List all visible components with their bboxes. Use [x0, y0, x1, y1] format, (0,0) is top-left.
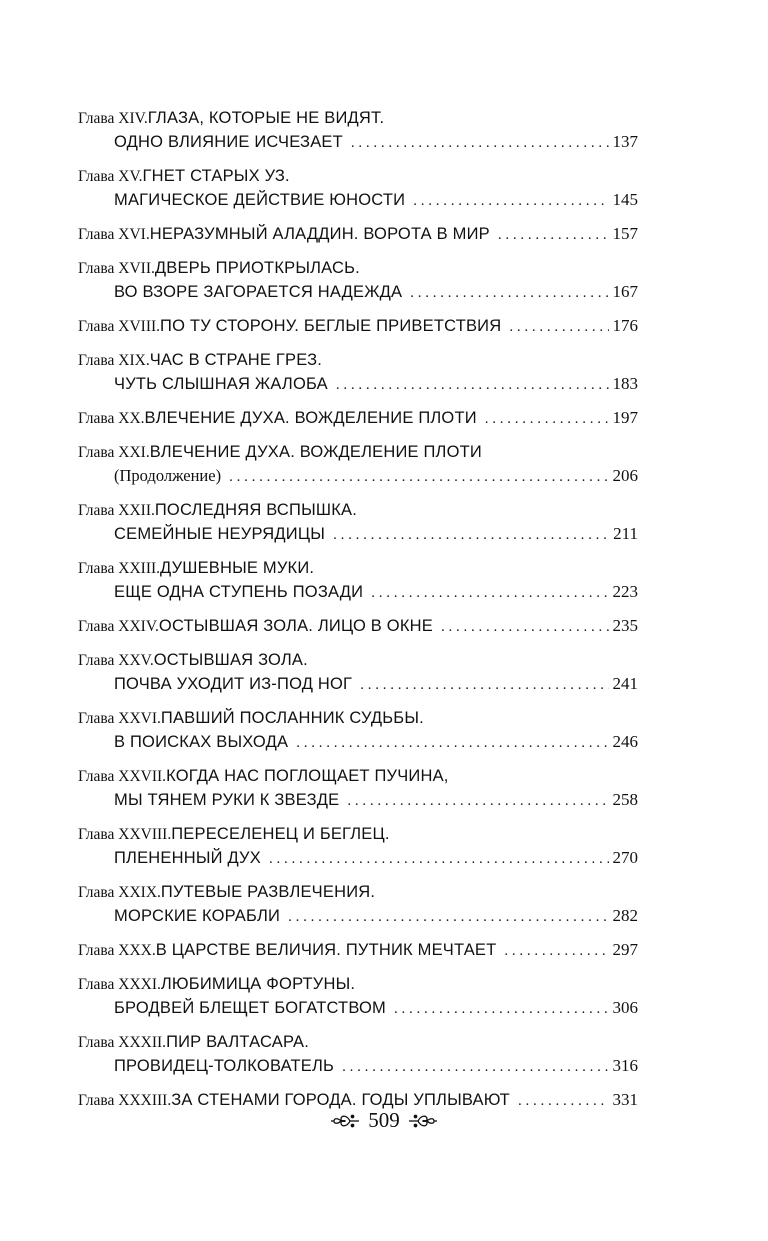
chapter-word: Глава: [78, 318, 115, 335]
chapter-number: XXII.: [118, 502, 155, 519]
toc-entry: [78, 972, 638, 1020]
toc-entry-first-line: [78, 498, 638, 522]
chapter-number: XXX.: [118, 942, 156, 959]
chapter-label: [78, 349, 150, 372]
page-reference: 297: [612, 940, 638, 959]
chapter-label: [78, 707, 161, 730]
chapter-word: Глава: [78, 226, 115, 243]
page-reference: 235: [612, 616, 638, 635]
toc-entry: [78, 106, 638, 154]
chapter-word: Глава: [78, 444, 115, 461]
toc-entry-second-line: [78, 788, 638, 812]
chapter-label: [78, 823, 171, 846]
toc-entry: [78, 440, 638, 488]
chapter-subtitle: МАГИЧЕСКОЕ ДЕЙСТВИЕ ЮНОСТИ: [114, 191, 406, 209]
chapter-number: XVII.: [118, 260, 155, 277]
chapter-word: Глава: [78, 976, 115, 993]
chapter-word: Глава: [78, 1092, 115, 1109]
dot-leader: [509, 315, 608, 338]
page-reference: 241: [612, 674, 638, 693]
chapter-title: ПО ТУ СТОРОНУ. БЕГЛЫЕ ПРИВЕТСТВИЯ: [160, 317, 502, 335]
chapter-number: XXI.: [118, 444, 150, 461]
toc-entry: [78, 938, 638, 962]
chapter-number: XVIII.: [118, 318, 161, 335]
page-reference: 197: [612, 408, 638, 427]
page-reference: 167: [612, 282, 638, 301]
toc-entry-second-line: [78, 904, 638, 928]
chapter-subtitle: ЕЩЕ ОДНА СТУПЕНЬ ПОЗАДИ: [114, 583, 364, 601]
chapter-title: ДВЕРЬ ПРИОТКРЫЛАСЬ.: [154, 259, 360, 277]
page-reference: 176: [612, 316, 638, 335]
toc-entry: [78, 348, 638, 396]
chapter-title: ГЛАЗА, КОТОРЫЕ НЕ ВИДЯТ.: [147, 109, 385, 127]
chapter-label: [78, 441, 150, 464]
chapter-subtitle: БРОДВЕЙ БЛЕЩЕТ БОГАТСТВОМ: [114, 999, 386, 1017]
page-reference: 211: [613, 524, 638, 543]
toc-entry-first-line: [78, 164, 638, 188]
toc-entry: [78, 1030, 638, 1078]
dot-leader: [342, 1055, 608, 1078]
chapter-title: ПАВШИЙ ПОСЛАННИК СУДЬБЫ.: [160, 709, 424, 727]
chapter-label: [78, 315, 160, 338]
chapter-subtitle: (Продолжение): [114, 466, 222, 485]
chapter-title: НЕРАЗУМНЫЙ АЛАДДИН. ВОРОТА В МИР: [149, 225, 490, 243]
chapter-title: ПУТЕВЫЕ РАЗВЛЕЧЕНИЯ.: [160, 883, 376, 901]
chapter-word: Глава: [78, 168, 115, 185]
chapter-title: ЧАС В СТРАНЕ ГРЕЗ.: [149, 351, 323, 369]
dot-leader: [296, 731, 608, 754]
chapter-word: Глава: [78, 502, 115, 519]
chapter-title: ПЕРЕСЕЛЕНЕЦ И БЕГЛЕЦ.: [171, 825, 390, 843]
chapter-label: [78, 499, 155, 522]
chapter-number: XXXIII.: [118, 1092, 172, 1109]
toc-entry: [78, 706, 638, 754]
chapter-word: Глава: [78, 826, 115, 843]
toc-entry-second-line: [78, 280, 638, 304]
chapter-number: XV.: [118, 168, 143, 185]
dot-leader: [229, 465, 608, 488]
chapter-subtitle: ПРОВИДЕЦ-ТОЛКОВАТЕЛЬ: [114, 1057, 335, 1075]
chapter-number: XX.: [118, 410, 145, 427]
chapter-subtitle: ПОЧВА УХОДИТ ИЗ-ПОД НОГ: [114, 675, 353, 693]
chapter-label: [78, 939, 156, 962]
dot-leader: [485, 407, 609, 430]
chapter-title: В ЦАРСТВЕ ВЕЛИЧИЯ. ПУТНИК МЕЧТАЕТ: [155, 941, 497, 959]
toc-entry-first-line: [78, 880, 638, 904]
table-of-contents: [78, 106, 638, 1122]
toc-entry: [78, 256, 638, 304]
chapter-number: XXVI.: [118, 710, 161, 727]
chapter-label: [78, 615, 159, 638]
chapter-word: Глава: [78, 618, 115, 635]
dot-leader: [360, 673, 608, 696]
toc-entry-second-line: [78, 996, 638, 1020]
page-reference: 282: [612, 906, 638, 925]
toc-entry: [78, 498, 638, 546]
chapter-subtitle: МОРСКИЕ КОРАБЛИ: [114, 907, 281, 925]
chapter-number: XXXI.: [118, 976, 161, 993]
toc-entry-first-line: [78, 106, 638, 130]
chapter-title: ЗА СТЕНАМИ ГОРОДА. ГОДЫ УПЛЫВАЮТ: [171, 1091, 510, 1109]
chapter-word: Глава: [78, 652, 115, 669]
chapter-title: ОСТЫВШАЯ ЗОЛА. ЛИЦО В ОКНЕ: [158, 617, 433, 635]
page-reference: 223: [612, 582, 638, 601]
page-reference: 206: [612, 466, 638, 485]
page-reference: 331: [612, 1090, 638, 1109]
chapter-title: ПИР ВАЛТАСАРА.: [166, 1033, 310, 1051]
chapter-label: [78, 973, 161, 996]
toc-entry-first-line: [78, 648, 638, 672]
chapter-number: XVI.: [118, 226, 150, 243]
page-footer: [0, 1108, 768, 1133]
toc-entry: [78, 648, 638, 696]
chapter-subtitle: ПЛЕНЕННЫЙ ДУХ: [114, 849, 261, 867]
chapter-label: [78, 107, 148, 130]
toc-entry-first-line: [78, 406, 638, 430]
dot-leader: [347, 789, 608, 812]
chapter-label: [78, 649, 154, 672]
chapter-title: ДУШЕВНЫЕ МУКИ.: [160, 559, 315, 577]
chapter-word: Глава: [78, 110, 115, 127]
toc-entry-first-line: [78, 222, 638, 246]
toc-entry: [78, 822, 638, 870]
chapter-label: [78, 557, 160, 580]
toc-entry-first-line: [78, 256, 638, 280]
toc-entry-first-line: [78, 314, 638, 338]
toc-entry-second-line: [78, 846, 638, 870]
chapter-word: Глава: [78, 768, 115, 785]
chapter-subtitle: ЧУТЬ СЛЫШНАЯ ЖАЛОБА: [114, 375, 328, 393]
dot-leader: [498, 223, 609, 246]
chapter-label: [78, 223, 150, 246]
chapter-title: ЛЮБИМИЦА ФОРТУНЫ.: [160, 975, 356, 993]
chapter-word: Глава: [78, 260, 115, 277]
page-reference: 157: [612, 224, 638, 243]
chapter-title: ВЛЕЧЕНИЕ ДУХА. ВОЖДЕЛЕНИЕ ПЛОТИ: [149, 443, 482, 461]
chapter-word: Глава: [78, 410, 115, 427]
chapter-word: Глава: [78, 352, 115, 369]
chapter-subtitle: В ПОИСКАХ ВЫХОДА: [114, 733, 289, 751]
toc-entry-second-line: [78, 672, 638, 696]
chapter-word: Глава: [78, 1034, 115, 1051]
chapter-subtitle: МЫ ТЯНЕМ РУКИ К ЗВЕЗДЕ: [114, 791, 340, 809]
chapter-word: Глава: [78, 560, 115, 577]
toc-entry-first-line: [78, 440, 638, 464]
toc-entry: [78, 556, 638, 604]
page-reference: 137: [612, 132, 638, 151]
flourish-right-icon: [408, 1110, 438, 1132]
page-reference: 145: [612, 190, 638, 209]
toc-entry: [78, 614, 638, 638]
toc-entry-first-line: [78, 614, 638, 638]
dot-leader: [351, 131, 609, 154]
page-reference: 270: [612, 848, 638, 867]
dot-leader: [394, 997, 609, 1020]
chapter-label: [78, 765, 166, 788]
page-reference: 258: [612, 790, 638, 809]
toc-entry-second-line: [78, 188, 638, 212]
dot-leader: [371, 581, 608, 604]
chapter-number: XXVIII.: [118, 826, 172, 843]
toc-entry-second-line: [78, 730, 638, 754]
chapter-subtitle: СЕМЕЙНЫЕ НЕУРЯДИЦЫ: [114, 525, 326, 543]
toc-entry-second-line: [78, 1054, 638, 1078]
chapter-title: ПОСЛЕДНЯЯ ВСПЫШКА.: [154, 501, 358, 519]
dot-leader: [269, 847, 609, 870]
toc-entry-second-line: [78, 372, 638, 396]
dot-leader: [336, 373, 609, 396]
page-number: 509: [368, 1108, 400, 1132]
toc-entry-first-line: [78, 706, 638, 730]
toc-entry: [78, 764, 638, 812]
chapter-number: XIV.: [118, 110, 148, 127]
page-reference: 316: [612, 1056, 638, 1075]
chapter-number: XXVII.: [118, 768, 167, 785]
toc-entry-first-line: [78, 822, 638, 846]
toc-entry-first-line: [78, 1030, 638, 1054]
dot-leader: [333, 523, 609, 546]
toc-entry-second-line: [78, 130, 638, 154]
toc-entry-first-line: [78, 556, 638, 580]
chapter-word: Глава: [78, 710, 115, 727]
toc-entry-second-line: [78, 464, 638, 488]
toc-entry-first-line: [78, 348, 638, 372]
toc-entry: [78, 164, 638, 212]
chapter-label: [78, 881, 161, 904]
toc-entry: [78, 406, 638, 430]
chapter-word: Глава: [78, 884, 115, 901]
chapter-number: XIX.: [118, 352, 150, 369]
toc-entry-second-line: [78, 580, 638, 604]
toc-entry-first-line: [78, 972, 638, 996]
page-reference: 183: [612, 374, 638, 393]
page-reference: 246: [612, 732, 638, 751]
chapter-title: ГНЕТ СТАРЫХ УЗ.: [142, 167, 290, 185]
chapter-subtitle: ВО ВЗОРЕ ЗАГОРАЕТСЯ НАДЕЖДА: [114, 283, 403, 301]
chapter-number: XXIII.: [118, 560, 161, 577]
chapter-word: Глава: [78, 942, 115, 959]
chapter-label: [78, 1031, 166, 1054]
chapter-number: XXXII.: [118, 1034, 167, 1051]
dot-leader: [413, 189, 608, 212]
dot-leader: [504, 939, 608, 962]
dot-leader: [288, 905, 608, 928]
chapter-label: [78, 407, 145, 430]
chapter-number: XXIX.: [118, 884, 161, 901]
toc-entry: [78, 222, 638, 246]
chapter-number: XXV.: [118, 652, 154, 669]
chapter-title: ОСТЫВШАЯ ЗОЛА.: [153, 651, 308, 669]
chapter-title: КОГДА НАС ПОГЛОЩАЕТ ПУЧИНА,: [166, 767, 449, 785]
toc-entry: [78, 880, 638, 928]
flourish-left-icon: [330, 1110, 360, 1132]
toc-entry-first-line: [78, 938, 638, 962]
toc-entry: [78, 314, 638, 338]
dot-leader: [410, 281, 608, 304]
chapter-label: [78, 257, 155, 280]
chapter-title: ВЛЕЧЕНИЕ ДУХА. ВОЖДЕЛЕНИЕ ПЛОТИ: [144, 409, 477, 427]
dot-leader: [441, 615, 609, 638]
chapter-number: XXIV.: [118, 618, 159, 635]
chapter-label: [78, 165, 143, 188]
toc-entry-second-line: [78, 522, 638, 546]
toc-entry-first-line: [78, 764, 638, 788]
page-reference: 306: [612, 998, 638, 1017]
chapter-subtitle: ОДНО ВЛИЯНИЕ ИСЧЕЗАЕТ: [114, 133, 343, 151]
